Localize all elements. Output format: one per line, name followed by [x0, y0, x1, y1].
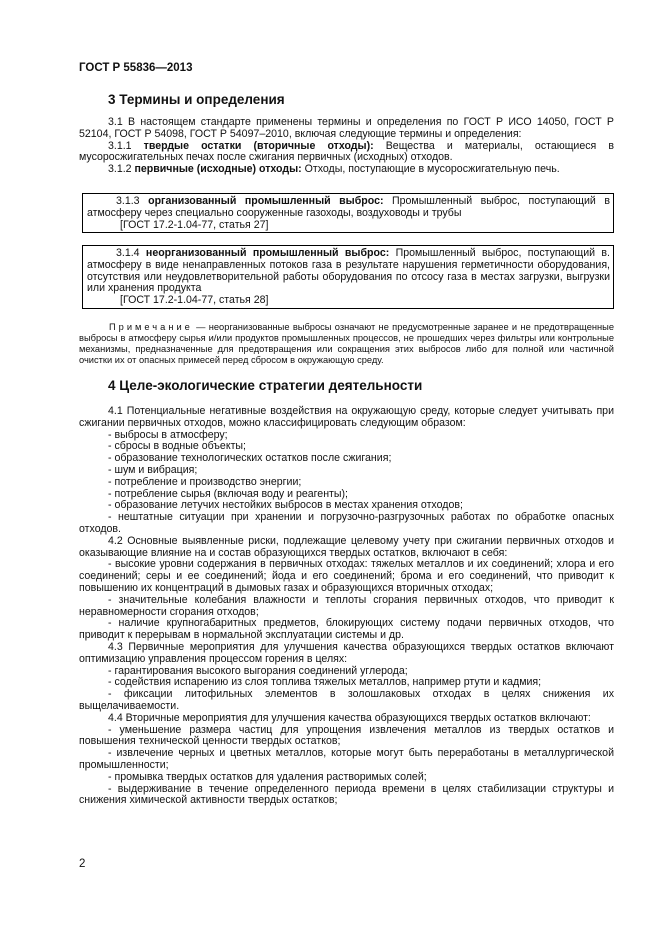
list-item: - извлечение черных и цветных металлов, которые могут быть переработаны в металлургической промышленности; [79, 747, 614, 771]
document-header: ГОСТ Р 55836—2013 [79, 62, 193, 74]
list-item: - уменьшение размера частиц для упрощения извлечения металлов из твердых остатков и повышения технической ценности твердых остатков; [79, 723, 614, 748]
list-item: - выдерживание в течение определенного периода времени в целях стабилизации структуры и снижения химической активности твердых остатков; [79, 782, 614, 807]
paragraph-3-1-2: 3.1.2 первичные (исходные) отходы: Отходы, поступающие в мусоросжигательную печь. [108, 163, 560, 176]
reference: [ГОСТ 17.2-1.04-77, статья 27] [120, 218, 269, 231]
list-item: - потребление сырья (включая воду и реагенты); [108, 487, 348, 500]
list-item: - наличие крупногабаритных предметов, блокирующих систему подачи первичных отходов, что приводит к перерывам в нормальной эксплуатации системы и др. [79, 617, 614, 642]
term-box-3-1-4: 3.1.4 неорганизованный промышленный выброс: Промышленный выброс, поступающий в. атмосферу в виде ненаправленных потоков газа в результате нарушения герметичности оборудования, отсутствия или неудовлетворительной работы оборудования по отсосу газа в местах загрузки, выгрузки или хранения продукта [ГОСТ 17.2-1.04-77, статья 28] [82, 245, 614, 309]
list-item: - сбросы в водные объекты; [108, 440, 246, 453]
list-item: 4.3 Первичные мероприятия для улучшения качества образующихся твердых остатков включают оптимизацию управления процессом горения в целях: [79, 640, 614, 665]
list-item: - значительные колебания влажности и теплоты сгорания первичных отходов, что приводит к неравномерности сгорания отходов; [79, 593, 614, 618]
note [79, 322, 614, 366]
list-item: - потребление и производство энергии; [108, 475, 302, 488]
list-item: - содействия испарению из слоя топлива тяжелых металлов, например ртути и кадмия; [108, 676, 542, 689]
list-item: - нештатные ситуации при хранении и погрузочно-разгрузочных работах по обработке опасных отходов. [79, 511, 614, 535]
list-item: - выбросы в атмосферу; [108, 428, 228, 441]
term: неорганизованный промышленный выброс: [145, 247, 390, 259]
list-item: - гарантирования высокого выгорания соединений углерода; [108, 664, 408, 677]
list-item: - шум и вибрация; [108, 463, 198, 476]
section-4-title: 4 Целе-экологические стратегии деятельности [108, 378, 423, 393]
list-item: - фиксации литофильных элементов в золошлаковых отходах в целях снижения их выщелачиваемости. [79, 688, 614, 712]
section-3-intro [79, 117, 614, 176]
term: первичные (исходные) отходы: [134, 163, 302, 176]
term: организованный промышленный выброс: [148, 195, 384, 207]
list-item: - высокие уровни содержания в первичных отходах: тяжелых металлов и их соединений; хлора и его соединений; серы и ее соединений; йода и его соединений; брома и его соединений, что приводит к повышению их концентраций в дымовых газах и образующихся вторичных отходах; [79, 558, 614, 594]
list-item: - промывка твердых остатков для удаления растворимых солей; [108, 770, 427, 783]
list-item: 4.2 Основные выявленные риски, подлежащие целевому учету при сжигании первичных отходов и оказывающие влияние на и состав образующихся твердых остатков, включают в себя: [79, 534, 614, 559]
reference: [ГОСТ 17.2-1.04-77, статья 28] [120, 294, 269, 307]
list-item: 4.4 Вторичные мероприятия для улучшения качества образующихся твердых остатков включают: [108, 711, 591, 724]
note-label: Примечание [109, 322, 193, 332]
paragraph-3-1: 3.1 В настоящем стандарте применены термины и определения по ГОСТ Р ИСО 14050, ГОСТ Р 52104, ГОСТ Р 54098, ГОСТ Р 54097–2010, включая следующие термины и определения: [79, 116, 614, 140]
paragraph-3-1-1: 3.1.1 твердые остатки (вторичные отходы): Вещества и материалы, остающиеся в мусоросжигательных печах после сжигания первичных (исходных) отходов. [79, 139, 614, 164]
term: твердые остатки (вторичные отходы): [143, 139, 374, 152]
section-4-body [79, 406, 614, 807]
note-text: — неорганизованные выбросы означают не предусмотренные заранее и не предотвращенные выбросы в атмосферу сырья и/или продуктов промышленных процессов, не прошедших через фильтры или контрольные механизмы, предназначенные для предотвращения или сокращения этих выбросов либо для полной или частичной очистки их от опасных примесей перед сбросом в окружающую среду. [79, 322, 614, 365]
list-item: 4.1 Потенциальные негативные воздействия на окружающую среду, которые следует учитывать при сжигании первичных отходов, можно классифицировать следующим образом: [79, 405, 614, 429]
page-number: 2 [79, 858, 86, 870]
list-item: - образование технологических остатков после сжигания; [108, 452, 392, 465]
term-box-3-1-3: 3.1.3 организованный промышленный выброс: Промышленный выброс, поступающий в атмосферу через специально сооруженные газоходы, воздуховоды и трубы [ГОСТ 17.2-1.04-77, статья 27] [82, 193, 614, 233]
list-item: - образование летучих нестойких выбросов в местах хранения отходов; [108, 499, 463, 512]
section-3-title: 3 Термины и определения [108, 92, 285, 107]
